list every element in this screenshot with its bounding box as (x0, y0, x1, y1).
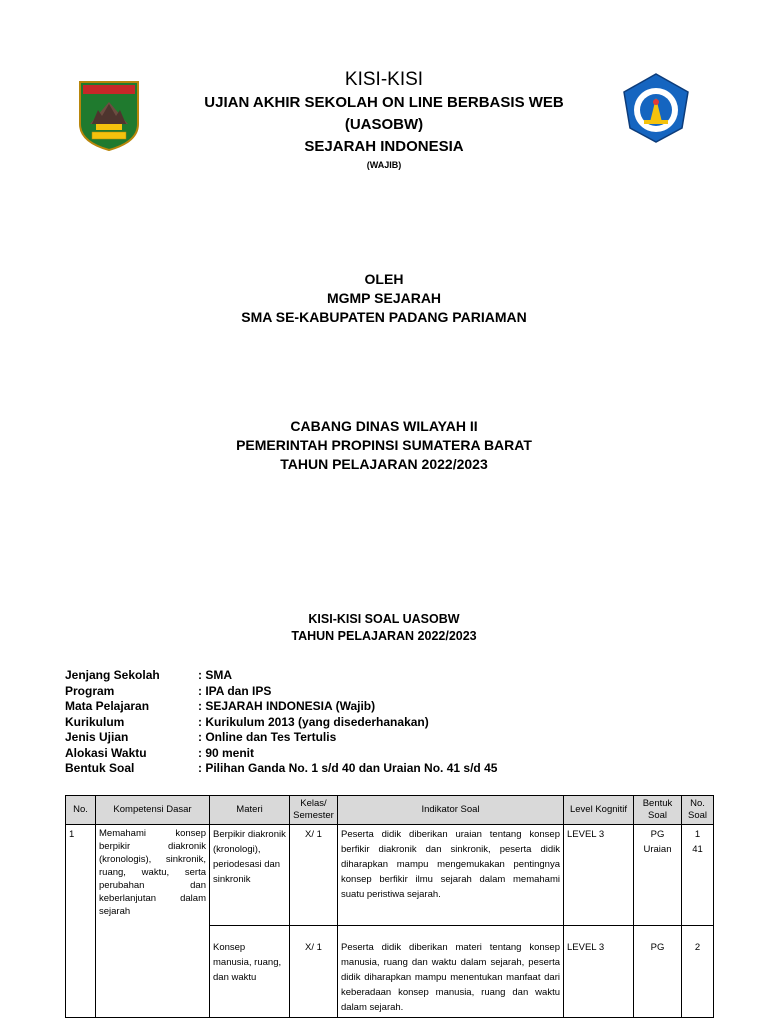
cell-indikator: Peserta didik diberikan materi tentang konsep manusia, ruang dan waktu dalam sejarah, peserta didik diharapkan mampu menentukan manfaat dari keberadaan konsep manusia, ruang dan waktu dalam sejarah. (338, 926, 564, 1018)
author-line-1: OLEH (364, 271, 404, 287)
info-value: : SEJARAH INDONESIA (Wajib) (198, 699, 376, 713)
cell-kelas: X/ 1 (290, 926, 338, 1018)
header-materi: Materi (210, 796, 290, 825)
info-label: Alokasi Waktu (65, 745, 147, 760)
institution-block (0, 417, 768, 474)
info-row (65, 761, 497, 777)
info-label: Jenjang Sekolah (65, 668, 160, 682)
cell-bentuk (634, 825, 682, 926)
info-label: Jenis Ujian (65, 730, 129, 744)
header-no: No. (66, 796, 96, 825)
cell-level: LEVEL 3 (564, 825, 634, 926)
no-soal-value: 41 (692, 844, 703, 855)
info-label: Mata Pelajaran (65, 699, 150, 713)
author-line-2: MGMP SEJARAH (326, 290, 442, 306)
institution-line-2: PEMERINTAH PROPINSI SUMATERA BARAT (236, 437, 532, 453)
section-title-block (0, 611, 768, 645)
cell-no-soal (682, 825, 714, 926)
cell-kelas: X/ 1 (290, 825, 338, 926)
author-block (0, 270, 768, 327)
institution-line-3: TAHUN PELAJARAN 2022/2023 (280, 456, 488, 472)
header-indikator-soal: Indikator Soal (338, 796, 564, 825)
info-value: : 90 menit (198, 745, 255, 760)
info-row (65, 684, 497, 700)
info-value: : SMA (198, 668, 232, 682)
no-soal-value: 1 (694, 829, 701, 840)
header-level-kognitif: Level Kognitif (564, 796, 634, 825)
info-value: : Pilihan Ganda No. 1 s/d 40 dan Uraian No. 41 s/d 45 (198, 761, 498, 775)
bentuk-value: Uraian (643, 844, 672, 855)
header-kelas-semester: Kelas/ Semester (290, 796, 338, 825)
info-value: : Online dan Tes Tertulis (198, 730, 337, 744)
document-subtitle-abbr: (UASOBW) (344, 116, 424, 133)
info-label: Bentuk Soal (65, 761, 135, 775)
table-header-row (66, 796, 714, 825)
info-label: Kurikulum (65, 714, 125, 729)
info-label: Program (65, 683, 115, 698)
institution-line-1: CABANG DINAS WILAYAH II (290, 418, 478, 434)
info-value: : Kurikulum 2013 (yang disederhanakan) (198, 714, 429, 729)
document-subtitle: UJIAN AKHIR SEKOLAH ON LINE BERBASIS WEB (204, 94, 564, 111)
info-row (65, 746, 497, 762)
cell-bentuk: PG (634, 926, 682, 1018)
info-row (65, 730, 497, 746)
subject-name: SEJARAH INDONESIA (304, 138, 464, 155)
document-header (0, 68, 768, 172)
table-row (66, 825, 714, 926)
author-line-3: SMA SE-KABUPATEN PADANG PARIAMAN (241, 309, 527, 325)
cell-no: 1 (66, 825, 96, 1018)
section-year: TAHUN PELAJARAN 2022/2023 (291, 629, 477, 643)
header-kompetensi-dasar: Kompetensi Dasar (96, 796, 210, 825)
subject-note: (WAJIB) (366, 160, 402, 170)
cell-indikator: Peserta didik diberikan uraian tentang konsep berfikir diakronik dan sinkronik, peserta didik diharapkan mampu mengemukakan pentingnya konsep berfikir ilmu sejarah dalam memahami suatu peristiwa sejarah. (338, 825, 564, 926)
header-bentuk-soal: Bentuk Soal (634, 796, 682, 825)
cell-level: LEVEL 3 (564, 926, 634, 1018)
cell-materi: Konsep manusia, ruang, dan waktu (210, 926, 290, 1018)
bentuk-value: PG (650, 829, 665, 840)
info-row (65, 668, 497, 684)
info-value: : IPA dan IPS (198, 683, 272, 698)
section-title: KISI-KISI SOAL UASOBW (308, 612, 460, 626)
header-no-soal: No. Soal (682, 796, 714, 825)
kisi-kisi-table (65, 795, 714, 1018)
document-title: KISI-KISI (344, 69, 424, 90)
info-row (65, 699, 497, 715)
cell-kompetensi-dasar: Memahami konsep berpikir diakronik (kronologis), sinkronik, ruang, waktu, serta perubahan dan keberlanjutan dalam sejarah (96, 825, 210, 1018)
exam-info-list (65, 668, 497, 777)
info-row (65, 715, 497, 731)
cell-materi: Berpikir diakronik (kronologi), periodesasi dan sinkronik (210, 825, 290, 926)
cell-no-soal: 2 (682, 926, 714, 1018)
